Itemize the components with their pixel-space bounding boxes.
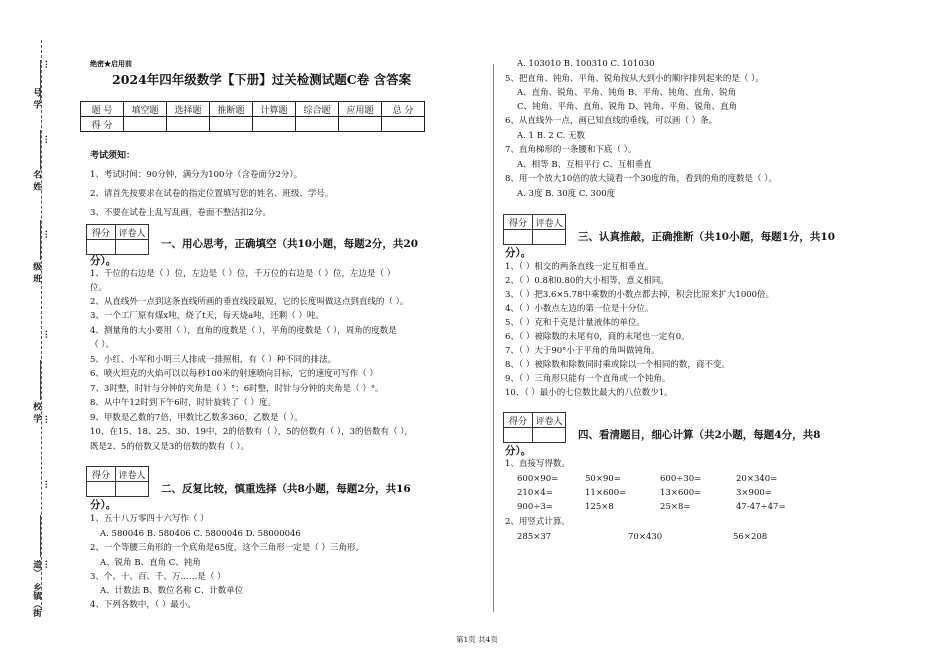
grader-score-cell[interactable] <box>87 240 116 255</box>
secret-mark: 绝密★启用前 <box>90 59 132 68</box>
judgement-line: 4、（ ）小数点左边的第一位是十分位。 <box>505 304 654 314</box>
score-cell[interactable] <box>382 117 425 132</box>
judgement-line: 7、（ ）大于90°小于平角的角叫做钝角。 <box>505 346 660 356</box>
judgement-line: 9、（ ）三角形只能有一个直角或一个钝角。 <box>505 374 671 384</box>
binding-marks <box>43 40 53 620</box>
question-line: 3、一个工厂原有煤x吨，烧了t天，每天烧a吨，还剩（ ）吨。 <box>90 311 324 321</box>
option-line: C、钝角、平角、直角、锐角 D、钝角、平角、锐角、直角 <box>517 102 738 112</box>
question-line: 5、小红、小军和小明三人排成一排照相，有（ ）种不同的排法。 <box>90 355 337 365</box>
calc-item: 25×8= <box>660 502 691 512</box>
question-line: 2、一个等腰三角形的一个底角是65度，这个三角形一定是（ ）三角形。 <box>90 543 364 553</box>
judgement-line: 8、（ ）被除数和除数同时乘或除以一个相同的数，商不变。 <box>505 360 730 370</box>
option-line: A. 3度 B. 30度 C. 300度 <box>517 189 616 199</box>
option-line: A. 1 B. 2 C. 无数 <box>517 131 586 141</box>
section-1-title-cont: 分）。 <box>90 255 117 267</box>
field-line-town <box>40 515 41 557</box>
question-line: 7、3时整，时针与分钟的夹角是（ ）°；6时整，时针与分钟的夹角是（ ）°。 <box>90 384 384 394</box>
judgement-line: 10、（ ）最小的七位数比最大的八位数少1。 <box>505 388 673 398</box>
margin-label-class-1: 级 <box>31 262 42 271</box>
calc-item: 50×90= <box>585 474 621 484</box>
note-item: 1、考试时间：90分钟，满分为100分（含卷面分2分）。 <box>90 170 303 180</box>
calc-item: 600÷30= <box>660 474 702 484</box>
grader-name-cell[interactable] <box>533 230 566 245</box>
grader-label: 评卷人 <box>116 225 149 240</box>
binding-line <box>41 40 42 610</box>
margin-label-school-2: 学 <box>31 414 42 423</box>
score-header-cell: 计算题 <box>253 102 296 117</box>
question-line: 4、下列各数中，（ ）最小。 <box>90 600 196 610</box>
grader-score-cell[interactable] <box>504 428 533 443</box>
question-line: 6、喷火坦克的火焰可以以每秒100米的射速喷向目标，它的速度可写作（ ） <box>90 369 378 379</box>
judgement-line: 6、（ ）被除数的末尾有0，商的末尾也一定有0。 <box>505 332 690 342</box>
margin-label-name-2: 姓 <box>31 182 42 191</box>
score-header-cell: 应用题 <box>339 102 382 117</box>
grader-score-cell[interactable] <box>87 482 116 497</box>
score-cell[interactable] <box>124 117 167 132</box>
score-table <box>80 101 425 132</box>
question-line: 位。 <box>90 283 108 293</box>
binding-mark: … <box>42 60 53 69</box>
vertical-calc-item: 285×37 <box>517 532 552 542</box>
binding-mark: … <box>42 480 53 489</box>
page-footer: 第1页 共4页 <box>456 635 498 644</box>
grader-label: 评卷人 <box>533 215 566 230</box>
question-line: 1、五十八万零四十六写作（ ） <box>90 514 209 524</box>
grader-score-label: 得分 <box>87 467 116 482</box>
vertical-calc-item: 56×208 <box>733 532 768 542</box>
grader-name-cell[interactable] <box>116 482 149 497</box>
margin-label-name-1: 名 <box>31 170 42 179</box>
question-line: 5、把直角、钝角、平角、锐角按从大到小的顺序排列起来的是（ ）。 <box>505 74 764 84</box>
section-3-title-cont: 分）。 <box>505 247 532 259</box>
margin-label-town-1: 道） <box>31 560 42 577</box>
binding-mark: … <box>42 560 53 569</box>
option-line: A. 103010 B. 100310 C. 101030 <box>517 59 655 69</box>
binding-mark: … <box>42 135 53 144</box>
margin-label-xuehao-1: 号 <box>31 88 42 97</box>
score-header-cell: 综合题 <box>296 102 339 117</box>
grader-name-cell[interactable] <box>533 428 566 443</box>
option-line: A、锐角 B、直角 C、钝角 <box>100 558 201 568</box>
question-line: 既是2、5的倍数又是3的倍数的数有（ ）。 <box>90 442 250 452</box>
calc-item: 900÷3= <box>517 502 553 512</box>
judgement-line: 2、（ ）0.8和0.80的大小相等，意义相同。 <box>505 276 669 286</box>
column-divider <box>493 64 494 612</box>
page-title: 2024年四年级数学【下册】过关检测试题C卷 含答案 <box>112 72 412 87</box>
option-line: A、相等 B、互相平行 C、互相垂直 <box>517 160 652 170</box>
grader-name-cell[interactable] <box>116 240 149 255</box>
note-item: 3、不要在试卷上乱写乱画，卷面不整洁扣2分。 <box>90 208 271 218</box>
note-item: 2、请首先按要求在试卷的指定位置填写您的姓名、班级、学号。 <box>90 189 334 199</box>
grader-score-label: 得分 <box>87 225 116 240</box>
grader-label: 评卷人 <box>533 413 566 428</box>
question-line: （ ）。 <box>90 340 114 350</box>
question-line: 9、甲数是乙数的7倍，甲数比乙数多360，乙数是（ ）。 <box>90 413 303 423</box>
score-cell[interactable] <box>167 117 210 132</box>
vertical-calc-instruction: 2、用竖式计算。 <box>505 517 570 527</box>
question-line: 6、从直线外一点，画已知直线的垂线，可以画（ ）条。 <box>505 116 718 126</box>
score-cell[interactable] <box>339 117 382 132</box>
calc-item: 210×4= <box>517 488 553 498</box>
binding-mark: … <box>42 415 53 424</box>
calc-item: 13×600= <box>660 488 702 498</box>
judgement-line: 1、（ ）相交的两条直线一定互相垂直。 <box>505 262 654 272</box>
margin-label-school-1: 校 <box>31 402 42 411</box>
grader-box <box>503 214 566 245</box>
calc-instruction: 1、直接写得数。 <box>505 459 570 469</box>
grader-box <box>86 466 149 497</box>
field-line-class <box>40 220 41 260</box>
question-line: 2、从直线外一点到这条直线所画的垂直线段最短，它的长度叫做这点到直线的（ ）。 <box>90 297 409 307</box>
score-cell[interactable] <box>296 117 339 132</box>
calc-item: 20×340= <box>736 474 778 484</box>
option-line: A、计数法 B、数位名称 C、计数单位 <box>100 586 244 596</box>
notes-heading: 考试须知： <box>90 151 136 161</box>
vertical-calc-item: 70×430 <box>628 532 663 542</box>
score-header-cell: 选择题 <box>167 102 210 117</box>
grader-score-label: 得分 <box>504 215 533 230</box>
judgement-line: 3、（ ）把3.6×5.78中乘数的小数点都去掉，积会比原来扩大1000倍。 <box>505 290 775 300</box>
calc-item: 47-47÷47= <box>736 502 786 512</box>
calc-item: 3×900= <box>736 488 772 498</box>
section-2-title: 二、反复比较，慎重选择（共8小题，每题2分，共16 <box>161 483 411 495</box>
section-4-title-cont: 分）。 <box>505 445 532 457</box>
score-cell[interactable] <box>253 117 296 132</box>
calc-item: 600×90= <box>517 474 559 484</box>
grader-box <box>86 224 149 255</box>
binding-mark: … <box>42 330 53 339</box>
question-line: 1、千位的右边是（ ）位，左边是（ ）位，千万位的右边是（ ）位，左边是（ ） <box>90 269 396 279</box>
calc-item: 125×8 <box>585 502 614 512</box>
score-row-label: 得 分 <box>81 117 124 132</box>
score-cell[interactable] <box>210 117 253 132</box>
question-line: 8、从中午12时到下午6时，时针旋转了（ ）度。 <box>90 398 276 408</box>
judgement-line: 5、（ ）克和千克是计量液体的单位。 <box>505 318 645 328</box>
score-header-cell: 填空题 <box>124 102 167 117</box>
grader-score-label: 得分 <box>504 413 533 428</box>
question-line: 8、用一个放大10倍的放大镜看一个30度的角，看到的角的度数是（ ）。 <box>505 174 777 184</box>
margin-label-class-2: 班 <box>31 274 42 283</box>
question-line: 4、测量角的大小要用（ ），直角的度数是（ ），平角的度数是（ ），周角的度数是 <box>90 326 397 336</box>
grader-box <box>503 412 566 443</box>
question-line: 7、直角梯形的一条腰和下底（ ）。 <box>505 145 637 155</box>
calc-item: 11×600= <box>585 488 627 498</box>
option-line: A、直角、锐角、平角、钝角 B、平角、钝角、直角、锐角 <box>517 88 737 98</box>
section-3-title: 三、认真推敲，正确推断（共10小题，每题1分，共10 <box>578 231 836 243</box>
question-line: 10、在15、18、25、30、19中，2的倍数有（ ），5的倍数有（ ），3的倍数有（ ）， <box>90 427 413 437</box>
section-1-title: 一、用心思考，正确填空（共10小题，每题2分，共20 <box>161 238 419 250</box>
question-line: 3、个、十、百、千、万……是（ ） <box>90 572 226 582</box>
option-line: A. 580046 B. 580406 C. 5800046 D. 58000046 <box>100 529 301 539</box>
grader-score-cell[interactable] <box>504 230 533 245</box>
margin-label-town-2: 乡镇（街 <box>31 583 42 617</box>
field-line-name <box>40 130 41 170</box>
grader-label: 评卷人 <box>116 467 149 482</box>
field-line-school <box>40 360 41 400</box>
score-header-cell: 总 分 <box>382 102 425 117</box>
binding-mark: … <box>42 230 53 239</box>
margin-label-xuehao-2: 学 <box>31 100 42 109</box>
score-header-cell: 题 号 <box>81 102 124 117</box>
section-2-title-cont: 分）。 <box>90 499 117 511</box>
section-4-title: 四、看清题目，细心计算（共2小题，每题4分，共8 <box>578 429 821 441</box>
field-line-student-id <box>40 60 41 100</box>
score-header-cell: 推断题 <box>210 102 253 117</box>
